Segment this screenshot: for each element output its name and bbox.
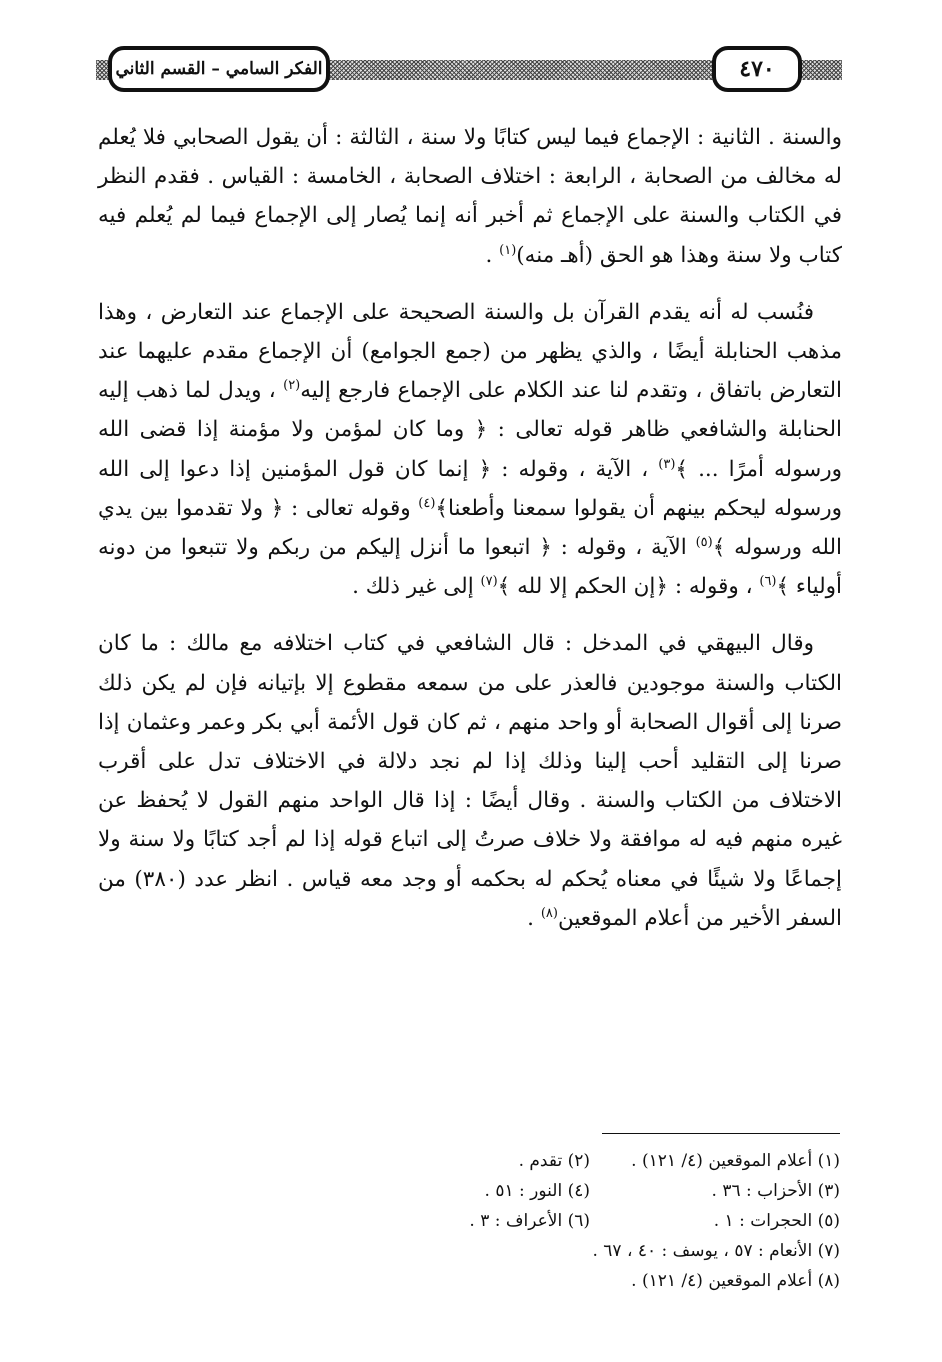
text-run: وقال البيهقي في المدخل : قال الشافعي في كتاب اختلافه مع مالك : ما كان الكتاب والسنة موجودين فالعذر على من سمعه مقطوع إلا بإتيانه فإن لم يكن ذلك صرنا إلى أقوال الصحابة أو واحد منهم ، ثم كان قول الأئمة أبي بكر وعمر وعثمان إذا صرنا إلى التقليد أحب إلينا وذلك إذا لم نجد دلالة في الاختلاف تدل على أقرب الاختلاف من الكتاب والسنة . وقال أيضًا : إذا قال الواحد منهم القول لا يُحفظ عن غيره منهم فيه له موافقة ولا خلاف صرتُ إلى اتباع قوله إذا لم أجد كتابًا ولا سنة ولا إجماعًا ولا شيئًا في معناه يُحكم له بحكمه أو وجد معه قياس . انظر عدد (٣٨٠) من السفر الأخير من أعلام الموقعين [98, 631, 842, 931]
footnote-ref: (٨) [540, 905, 558, 921]
footnote-ref: (٧) [480, 574, 498, 590]
footnote-item: (٧) الأنعام : ٥٧ ، يوسف : ٤٠ ، ٦٧ . [592, 1241, 840, 1261]
footnote-ref: (٢) [283, 378, 301, 394]
footnote-item: (١) أعلام الموقعين (٤/ ١٢١) . [631, 1151, 840, 1171]
paragraph [98, 118, 842, 275]
footnote-row [330, 1146, 840, 1176]
footnote-row [330, 1266, 840, 1296]
footnote-item: (٥) الحجرات : ١ . [713, 1211, 840, 1231]
footnote-item: (٢) تقدم . [518, 1151, 590, 1171]
text-run: والسنة . الثانية : الإجماع فيما ليس كتابًا ولا سنة ، الثالثة : أن يقول الصحابي فلا يُعلم له مخالف من الصحابة ، الرابعة : اختلاف الصحابة ، الخامسة : القياس . فقدم النظر في الكتاب والسنة على الإجماع ثم أخبر أنه إنما يُصار إلى الإجماع فيما لم يُعلم فيه كتاب ولا سنة وهذا هو الحق (أهـ منه) [98, 125, 842, 268]
text-run: وقوله تعالى : ﴿ ولا تقدموا بين يدي الله ورسوله ﴾ [98, 495, 842, 561]
text-run: الآية ، وقوله : ﴿ اتبعوا ما أنزل إليكم من ربكم ولا تتبعوا من دونه أولياء ﴾ [98, 535, 842, 600]
text-run: ، ويدل لما ذهب إليه الحنابلة والشافعي ظاهر قوله تعالى : ﴿ وما كان لمؤمن ولا مؤمنة إذا قضى الله ورسوله أمرًا ... ﴾ [98, 378, 842, 482]
paragraph [98, 293, 842, 607]
footnote-ref: (٤) [418, 495, 436, 511]
footnote-ref: (٣) [658, 456, 676, 472]
text-run: إلى غير ذلك . [352, 574, 481, 600]
footnote-item: (٣) الأحزاب : ٣٦ . [711, 1181, 840, 1201]
text-run: ، الآية ، وقوله : ﴿ إنما كان قول المؤمنين إذا دعوا إلى الله ورسوله ليحكم بينهم أن يقولوا سمعنا وأطعنا﴾ [98, 456, 842, 521]
running-title: الفكر السامي – القسم الثاني [108, 46, 330, 92]
text-run: . [485, 242, 500, 268]
text-run: . [527, 905, 541, 931]
text-run: ، وقوله : ﴿إن الحكم إلا لله ﴾ [497, 574, 760, 600]
footnote-item: (٨) أعلام الموقعين (٤/ ١٢١) . [631, 1271, 840, 1291]
footnote-ref: (٥) [695, 534, 713, 550]
footnote-ref: (٦) [759, 574, 777, 590]
text-run: فنُسب له أنه يقدم القرآن بل والسنة الصحيحة على الإجماع عند التعارض ، وهذا مذهب الحنابلة أيضًا ، والذي يظهر من (جمع الجوامع) أن الإجماع مقدم عليهما عند التعارض باتفاق ، وتقدم لنا عند الكلام على الإجماع فارجع إليه [98, 299, 842, 404]
footnotes [330, 1146, 840, 1296]
page-number: ٤٧٠ [712, 46, 802, 92]
footnote-divider [602, 1133, 840, 1134]
footnote-row [330, 1176, 840, 1206]
footnote-item: (٤) النور : ٥١ . [484, 1181, 590, 1201]
body-text [98, 118, 842, 956]
paragraph [98, 624, 842, 938]
footnote-item: (٦) الأعراف : ٣ . [469, 1211, 590, 1231]
footnote-row [330, 1206, 840, 1236]
page-header [96, 42, 842, 96]
footnote-ref: (١) [499, 242, 517, 258]
footnote-row [330, 1236, 840, 1266]
